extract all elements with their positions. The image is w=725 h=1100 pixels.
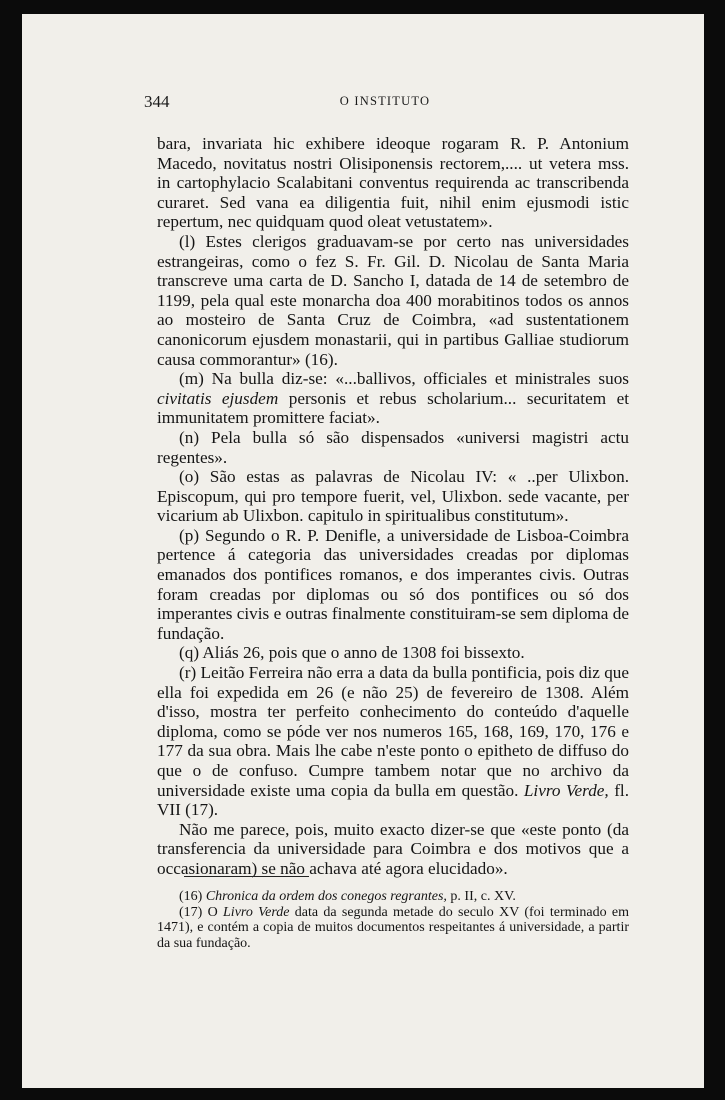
note-r-italic: Livro Verde, <box>523 780 609 800</box>
footnote-16 <box>157 889 629 905</box>
footnote-16-text-b: p. II, c. XV. <box>446 889 516 904</box>
note-n: (n) Pela bulla só são dispensados «universi magistri actu regentes». <box>157 427 629 467</box>
note-m-text-a: (m) Na bulla diz-se: «...ballivos, officiales et ministrales suos <box>179 369 629 389</box>
note-r <box>157 663 629 820</box>
note-r-text-b: fl. VII (17). <box>157 780 629 820</box>
note-p: (p) Segundo o R. P. Denifle, a universidade de Lisboa-Coimbra pertence á categoria das universidades creadas por diplomas emanados dos pontifices romanos, e dos imperantes civis. Outras foram creadas por diplomas ou só dos pontifices ou só dos imperantes civis e outras finalmente constituiram-se sem diploma de fundação. <box>157 525 629 643</box>
closing-paragraph: Não me parece, pois, muito exacto dizer-se que «este ponto (da transferencia da universidade para Coimbra e dos motivos que a occasionaram) se não achava até agora elucidado». <box>157 819 629 878</box>
note-m-text-b: personis et rebus scholarium... securitatem et immunitatem promittere faciat». <box>157 388 629 428</box>
footnote-17-text-b: data da segunda metade do seculo XV (foi terminado em 1471), e contém a copia de muitos documentos respeitantes á universidade, a partir da sua fundação. <box>157 904 629 951</box>
footnote-17-italic: Livro Verde <box>223 904 290 920</box>
footnote-17-text-a: (17) O <box>179 904 224 920</box>
footnote-16-text-a: (16) <box>179 889 206 904</box>
page <box>22 14 704 1088</box>
note-l: (l) Estes clerigos graduavam-se por certo nas universidades estrangeiras, como o fez S. Fr. Gil. D. Nicolau de Santa Maria transcreve uma carta de D. Sancho I, datada de 14 de setembro de 1199, pela qual este monarcha doa 400 morabitinos todos os annos ao mosteiro de Santa Cruz de Coimbra, «ad sustentationem canonicorum ejusdem monastarii, qui in partibus Galliae studiorum causa commorantur» (16). <box>157 231 629 369</box>
footnotes <box>157 889 629 951</box>
note-m-italic: civitatis ejusdem <box>157 388 279 408</box>
footnote-divider <box>184 876 309 877</box>
paragraph-continuation: bara, invariata hic exhibere ideoque rogaram R. P. Antonium Macedo, novitatus nostri Olisiponensis rectorem,.... ut vetera mss. in cartophylacio Scalabitani conventus requirenda ac transcribenda curaret. Sed vana ea diligentia fuit, nihil enim ejusmodi istic repertum, nec quidquam quod oleat vetustatem». <box>157 134 629 232</box>
page-number: 344 <box>144 92 170 111</box>
note-q: (q) Aliás 26, pois que o anno de 1308 foi bissexto. <box>179 643 525 663</box>
note-r-text-a: (r) Leitão Ferreira não erra a data da bulla pontificia, pois diz que ella foi expedida em 26 (e não 25) de fevereiro de 1308. Além d'isso, mostra ter perfeito conhecimento do conteúdo d'aquelle diploma, como se póde ver nos numeros 165, 168, 169, 170, 176 e 177 da sua obra. Mais lhe cabe n'este ponto o epitheto de diffuso do que o de confuso. Cumpre tambem notar que no archivo da universidade existe uma copia da bulla em questão. <box>157 663 630 800</box>
main-text <box>157 134 629 879</box>
footnote-16-italic: Chronica da ordem dos conegos regrantes, <box>205 889 447 904</box>
running-title: O INSTITUTO <box>339 94 431 108</box>
footnote-17 <box>157 905 629 952</box>
note-o: (o) São estas as palavras de Nicolau IV: « ..per Ulixbon. Episcopum, qui pro tempore fuerit, vel, Ulixbon. sede vacante, per vicarium ab Ulixbon. capitulo in spiritualibus constitutum». <box>157 467 629 526</box>
note-m <box>157 369 629 428</box>
